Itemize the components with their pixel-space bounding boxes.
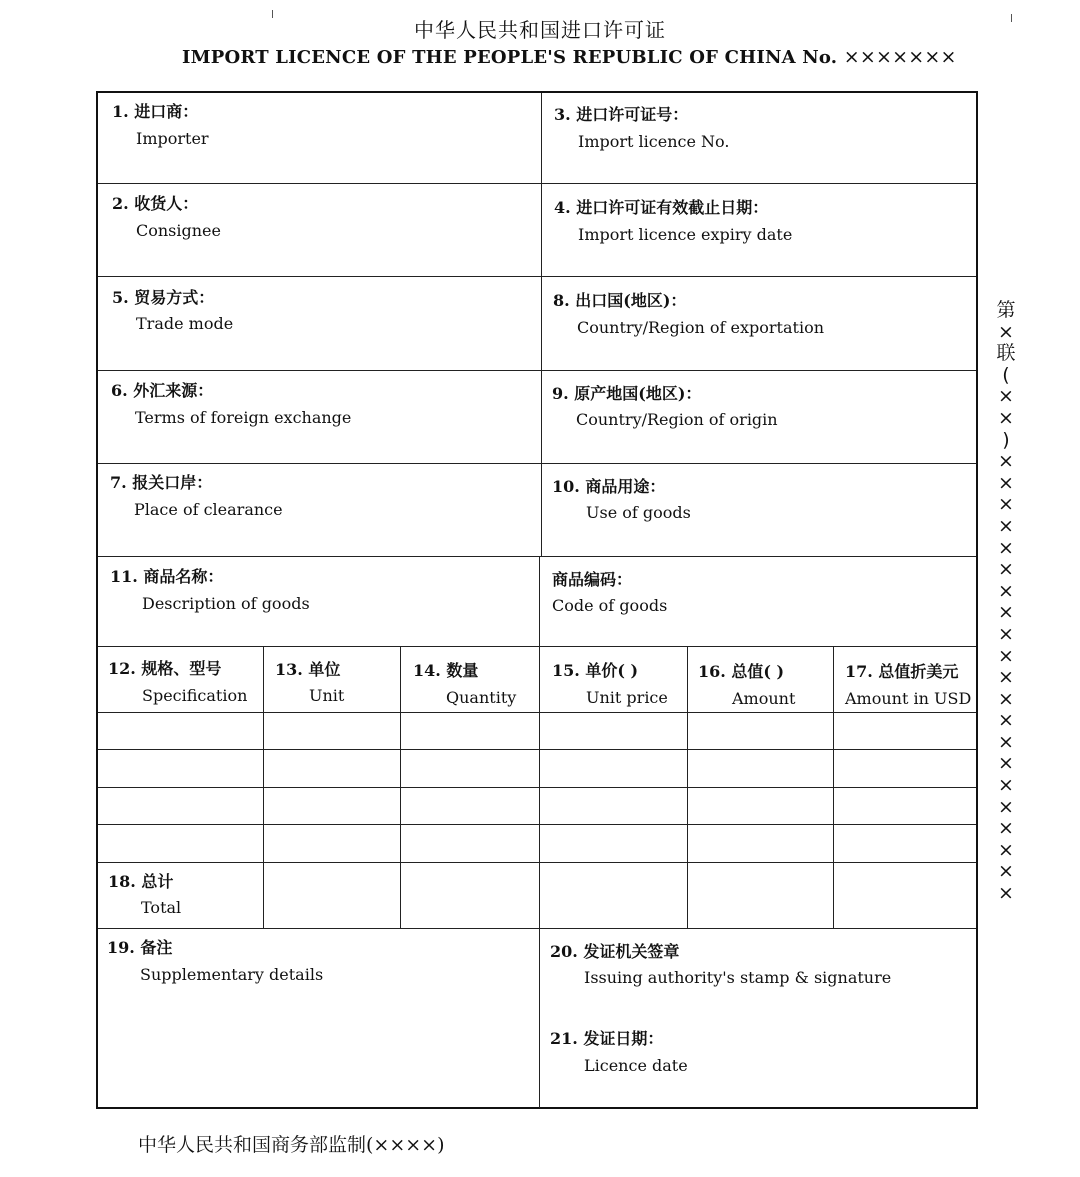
side-note-char: ) <box>1002 428 1010 451</box>
col-amount-usd-cn: 17. 总值折美元 <box>845 662 959 681</box>
col-quantity-en: Quantity <box>446 688 517 707</box>
side-note-char: × <box>998 385 1014 408</box>
side-note-char: ( <box>1002 363 1010 386</box>
column-divider <box>539 646 540 1108</box>
trade-mode-label-en: Trade mode <box>136 314 234 333</box>
side-note-char: × <box>998 730 1014 753</box>
side-note-char: × <box>998 622 1014 645</box>
side-note-char: × <box>998 860 1014 883</box>
description-label-cn: 11. 商品名称： <box>110 567 224 586</box>
col-quantity-cn: 14. 数量 <box>413 661 479 680</box>
col-unit-cn: 13. 单位 <box>275 660 341 679</box>
licence-form <box>96 91 978 1109</box>
side-note-char: 联 <box>996 342 1016 365</box>
expiry-label-en: Import licence expiry date <box>578 225 793 244</box>
table-row-divider <box>98 862 976 863</box>
col-amount-en: Amount <box>732 689 796 708</box>
trade-mode-label-cn: 5. 贸易方式： <box>112 288 215 307</box>
licence-number: ××××××× <box>843 46 957 68</box>
col-amount-cn: 16. 总值( ) <box>698 662 785 681</box>
side-note-char: 第 <box>996 299 1016 321</box>
side-note-char: × <box>998 882 1014 905</box>
side-note-char: × <box>998 687 1014 710</box>
col-unit-price-en: Unit price <box>586 688 668 707</box>
row-divider <box>98 646 976 647</box>
col-specification-cn: 12. 规格、型号 <box>108 659 222 678</box>
side-note-char: × <box>998 579 1014 602</box>
consignee-label-cn: 2. 收货人： <box>112 194 199 213</box>
col-unit-price-cn: 15. 单价( ) <box>552 661 639 680</box>
licence-date-label-en: Licence date <box>584 1056 688 1075</box>
foreign-exchange-label-cn: 6. 外汇来源： <box>111 381 214 400</box>
licence-no-label-en: Import licence No. <box>578 132 730 151</box>
supplementary-label-en: Supplementary details <box>140 965 324 984</box>
importer-label-cn: 1. 进口商： <box>112 102 199 121</box>
col-unit-en: Unit <box>309 686 345 705</box>
side-note-char: × <box>998 536 1014 559</box>
column-divider <box>539 556 540 646</box>
row-divider <box>98 370 976 371</box>
origin-country-label-en: Country/Region of origin <box>576 410 778 429</box>
side-note-char: × <box>998 558 1014 581</box>
side-note-char: × <box>998 817 1014 840</box>
title-chinese: 中华人民共和国进口许可证 <box>414 18 666 42</box>
row-divider <box>98 463 976 464</box>
origin-country-label-cn: 9. 原产地国(地区)： <box>552 384 702 403</box>
table-row-divider <box>98 787 976 788</box>
row-divider <box>98 183 976 184</box>
stamp-label-cn: 20. 发证机关签章 <box>550 942 680 961</box>
licence-date-label-cn: 21. 发证日期： <box>550 1029 664 1048</box>
row-divider <box>98 556 976 557</box>
code-label-en: Code of goods <box>552 596 668 615</box>
table-column-divider <box>263 646 264 928</box>
side-note-char: × <box>998 493 1014 516</box>
table-row-divider <box>98 749 976 750</box>
title-english <box>182 46 957 68</box>
title-english-text: IMPORT LICENCE OF THE PEOPLE'S REPUBLIC OF CHINA No. <box>182 47 838 68</box>
licence-no-label-cn: 3. 进口许可证号： <box>554 105 689 124</box>
table-row-divider <box>98 824 976 825</box>
export-country-label-en: Country/Region of exportation <box>577 318 824 337</box>
foreign-exchange-label-en: Terms of foreign exchange <box>135 408 352 427</box>
use-of-goods-label-cn: 10. 商品用途： <box>552 477 666 496</box>
export-country-label-cn: 8. 出口国(地区)： <box>553 291 687 310</box>
clearance-label-cn: 7. 报关口岸： <box>110 473 213 492</box>
side-note-char: × <box>998 406 1014 429</box>
side-note-char: × <box>998 644 1014 667</box>
side-note-char: × <box>998 774 1014 797</box>
side-note-char: × <box>998 666 1014 689</box>
side-note-char: × <box>998 471 1014 494</box>
supplementary-label-cn: 19. 备注 <box>107 938 173 957</box>
description-label-en: Description of goods <box>142 594 310 613</box>
side-note-char: × <box>998 320 1014 343</box>
table-header-divider <box>98 712 976 713</box>
side-note-char: × <box>998 601 1014 624</box>
side-note-char: × <box>998 709 1014 732</box>
side-note-char: × <box>998 450 1014 473</box>
footer-supervision: 中华人民共和国商务部监制(××××) <box>138 1134 445 1156</box>
clearance-label-en: Place of clearance <box>134 500 283 519</box>
stamp-label-en: Issuing authority's stamp & signature <box>584 968 892 987</box>
copy-designation-vertical <box>994 300 1018 905</box>
expiry-label-cn: 4. 进口许可证有效截止日期： <box>554 198 769 217</box>
side-note-char: × <box>998 752 1014 775</box>
side-note-char: × <box>998 838 1014 861</box>
use-of-goods-label-en: Use of goods <box>586 503 691 522</box>
row-divider <box>98 928 976 929</box>
total-label-cn: 18. 总计 <box>108 872 174 891</box>
table-column-divider <box>833 646 834 928</box>
table-column-divider <box>687 646 688 928</box>
table-column-divider <box>400 646 401 928</box>
col-amount-usd-en: Amount in USD <box>845 689 972 708</box>
column-divider <box>541 93 542 556</box>
side-note-char: × <box>998 514 1014 537</box>
side-note-char: × <box>998 795 1014 818</box>
code-label-cn: 商品编码： <box>552 570 633 589</box>
col-specification-en: Specification <box>142 686 248 705</box>
total-label-en: Total <box>141 898 182 917</box>
importer-label-en: Importer <box>136 129 209 148</box>
consignee-label-en: Consignee <box>136 221 221 240</box>
row-divider <box>98 276 976 277</box>
